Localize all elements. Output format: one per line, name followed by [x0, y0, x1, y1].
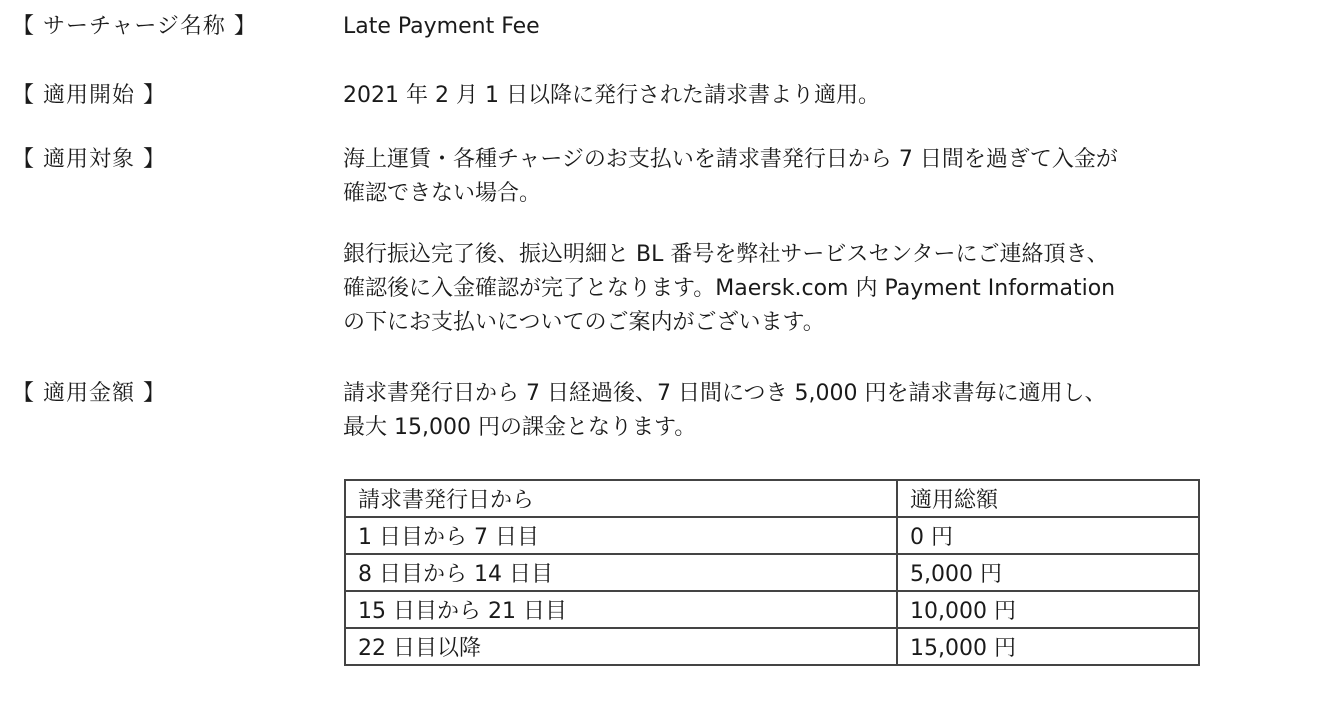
label-applicable-amount: 【 適用金額 】 [12, 381, 166, 406]
table-cell-period: 8 日目から 14 日目 [345, 554, 897, 591]
content-applicable-amount [343, 377, 1303, 445]
target-note-line-2: 確認後に入金確認が完了となります。Maersk.com 内 Payment Information [343, 276, 1116, 301]
target-note-line-3: の下にお支払いについてのご案内がございます。 [343, 310, 825, 335]
fee-table [344, 479, 1200, 666]
table-row [345, 554, 1199, 591]
table-cell-period: 15 日目から 21 日目 [345, 591, 897, 628]
content-start-date [343, 79, 1303, 113]
target-line-2: 確認できない場合。 [343, 181, 542, 206]
table-cell-period: 22 日目以降 [345, 628, 897, 665]
table-header-total: 適用総額 [897, 480, 1199, 517]
target-line-1: 海上運賃・各種チャージのお支払いを請求書発行日から 7 日間を過ぎて入金が [343, 147, 1118, 172]
content-surcharge-name [343, 10, 1303, 44]
table-cell-period: 1 日目から 7 日目 [345, 517, 897, 554]
table-cell-amount: 10,000 円 [897, 591, 1199, 628]
table-row [345, 628, 1199, 665]
table-header-period: 請求書発行日から [345, 480, 897, 517]
table-cell-amount: 15,000 円 [897, 628, 1199, 665]
label-start-date: 【 適用開始 】 [12, 83, 166, 108]
start-date-text: 2021 年 2 月 1 日以降に発行された請求書より適用。 [343, 83, 880, 108]
label-applicable-target: 【 適用対象 】 [12, 147, 166, 172]
amount-line-2: 最大 15,000 円の課金となります。 [343, 415, 697, 440]
amount-line-1: 請求書発行日から 7 日経過後、7 日間につき 5,000 円を請求書毎に適用し、 [343, 381, 1107, 406]
target-note-line-1: 銀行振込完了後、振込明細と BL 番号を弊社サービスセンターにご連絡頂き、 [343, 242, 1109, 267]
table-cell-amount: 0 円 [897, 517, 1199, 554]
table-cell-amount: 5,000 円 [897, 554, 1199, 591]
table-header-row [345, 480, 1199, 517]
content-applicable-target [343, 143, 1303, 340]
surcharge-name-text: Late Payment Fee [343, 14, 540, 39]
label-surcharge-name: 【 サーチャージ名称 】 [12, 14, 257, 39]
table-row [345, 591, 1199, 628]
table-row [345, 517, 1199, 554]
